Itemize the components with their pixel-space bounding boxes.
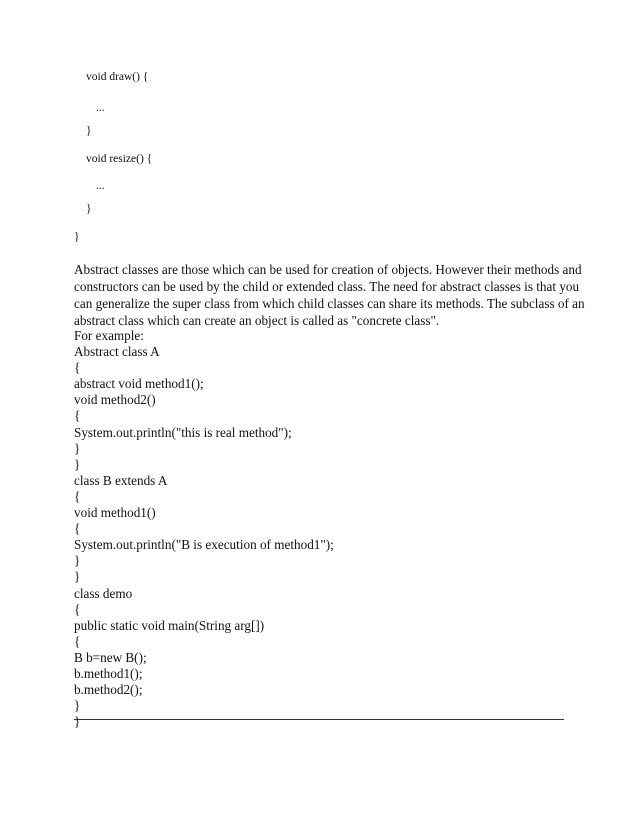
example-code-line: } (74, 553, 81, 569)
top-code-line: void draw() { (86, 71, 149, 83)
example-code-line: { (74, 408, 81, 424)
paragraph-line: Abstract classes are those which can be used for creation of objects. However their methods and (74, 262, 582, 277)
example-code-line: System.out.println("this is real method"); (74, 424, 292, 440)
top-code-line: } (86, 125, 92, 137)
example-code-line: abstract void method1(); (74, 376, 204, 392)
example-code-line: b.method1(); (74, 665, 143, 681)
example-code-line: { (74, 633, 81, 649)
example-code-line: } (74, 714, 81, 730)
example-code-line: } (74, 698, 81, 714)
example-code-line: b.method2(); (74, 682, 143, 698)
example-code-line: { (74, 601, 81, 617)
paragraph-line: can generalize the super class from which child classes can share its methods. The subclass of an (74, 296, 585, 311)
example-code-line: } (74, 456, 81, 472)
example-code-line: { (74, 488, 81, 504)
example-code-line: class B extends A (74, 472, 168, 488)
example-code-line: B b=new B(); (74, 649, 147, 665)
example-code-line: class demo (74, 585, 133, 601)
example-code-line: System.out.println("B is execution of method1"); (74, 537, 334, 553)
top-code-line: void resize() { (86, 153, 153, 165)
example-heading: For example: (74, 328, 144, 343)
example-code-line: } (74, 569, 81, 585)
paragraph-line: abstract class which can create an object is called as "concrete class". (74, 313, 440, 328)
example-code-line: } (74, 440, 81, 456)
top-code-line: } (74, 231, 80, 243)
example-code-line: void method2() (74, 392, 156, 408)
footer-divider (74, 719, 564, 720)
example-code-line: void method1() (74, 505, 156, 521)
example-code-line: { (74, 521, 81, 537)
paragraph-line: constructors can be used by the child or extended class. The need for abstract classes is that you (74, 279, 580, 294)
example-code-block (74, 328, 334, 730)
top-code-line: ... (96, 102, 105, 114)
example-code-line: { (74, 360, 81, 376)
example-code-line: Abstract class A (74, 344, 160, 360)
example-code-line: public static void main(String arg[]) (74, 617, 265, 633)
top-code-line: ... (96, 180, 105, 192)
abstract-classes-paragraph (74, 261, 585, 329)
top-code-line: } (86, 203, 92, 215)
